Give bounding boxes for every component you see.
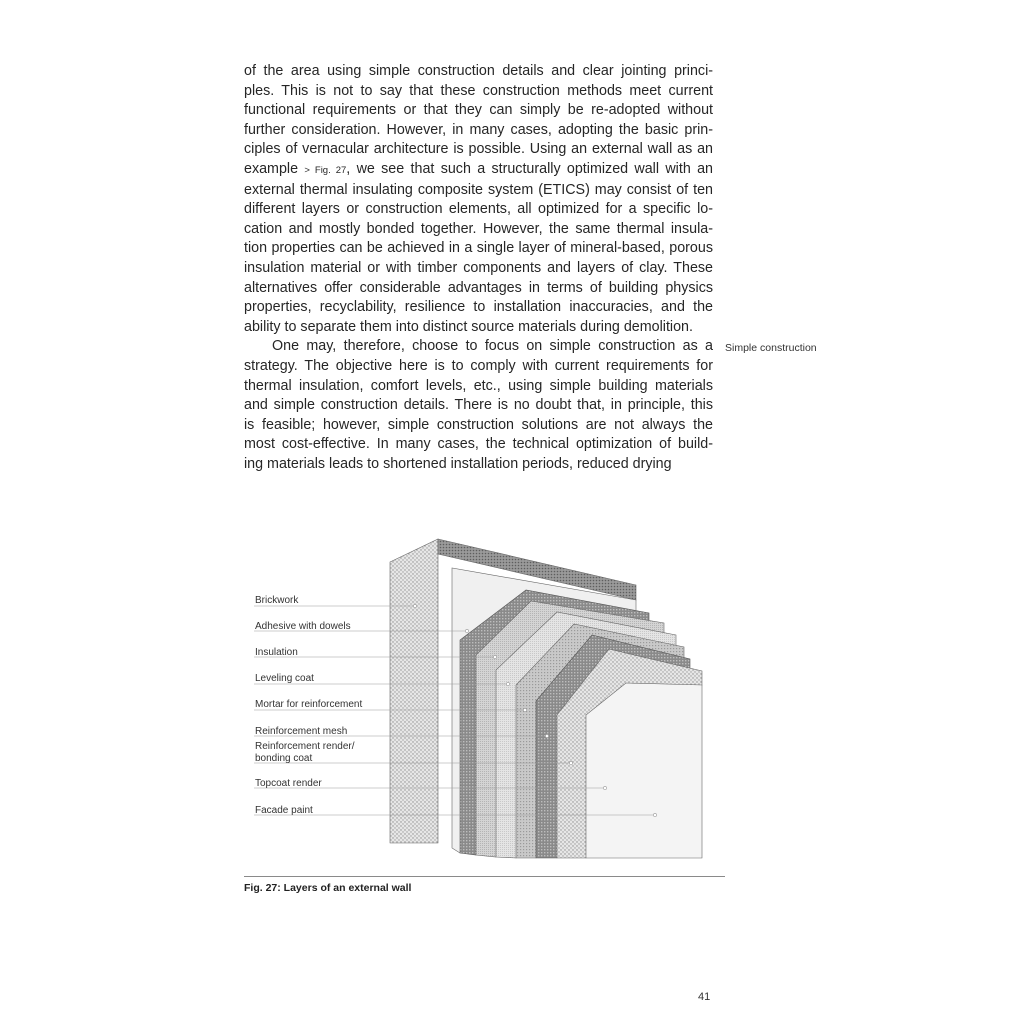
label-reinforcement-render: Reinforcement render/ — [255, 741, 355, 752]
leader-dot-mortar — [523, 708, 526, 711]
body-line-17: thermal insulation, comfort levels, etc., using simple building materials — [244, 377, 713, 394]
leader-dot-insulation — [493, 655, 496, 658]
margin-note: Simple construction — [725, 342, 817, 354]
body-line-6 — [244, 160, 713, 181]
body-line-3: functional requirements or that they can simply be re-adopted without — [244, 102, 713, 119]
label-topcoat-render: Topcoat render — [255, 778, 322, 789]
body-line-10: tion properties can be achieved in a single layer of mineral-based, porous — [244, 240, 713, 257]
body-line-21: ing materials leads to shortened installation periods, reduced drying — [244, 455, 672, 472]
page-number: 41 — [698, 991, 711, 1003]
leader-dot-leveling — [506, 682, 509, 685]
body-line-18: and simple construction details. There is no doubt that, in principle, this — [244, 397, 713, 414]
brickwork-side-face — [390, 539, 438, 843]
wall-layers-figure — [244, 525, 726, 875]
leader-dot-brickwork — [413, 604, 416, 607]
figure-divider — [244, 876, 725, 877]
body-text — [244, 62, 713, 474]
label-mortar: Mortar for reinforcement — [255, 699, 363, 710]
label-facade-paint: Facade paint — [255, 805, 313, 816]
body-line-5: ciples of vernacular architecture is possible. Using an external wall as an — [244, 141, 713, 158]
body-line-4: further consideration. However, in many cases, adopting the basic prin- — [244, 121, 713, 138]
body-line-12: alternatives offer considerable advantages in terms of building physics — [244, 279, 713, 296]
body-line-16: strategy. The objective here is to comply with current requirements for — [244, 357, 713, 374]
label-adhesive: Adhesive with dowels — [255, 621, 351, 632]
leader-dot-adhesive — [465, 629, 468, 632]
line6-after: , we see that such a structurally optimized wall with an — [346, 160, 713, 177]
body-line-15: One may, therefore, choose to focus on simple construction as a — [272, 338, 713, 355]
label-insulation: Insulation — [255, 647, 298, 658]
leader-dot-mesh — [545, 734, 548, 737]
body-line-14: ability to separate them into distinct source materials during demolition. — [244, 318, 693, 335]
wall-layers-illustration — [244, 525, 726, 875]
line6-before: example — [244, 160, 305, 177]
figure-caption: Fig. 27: Layers of an external wall — [244, 882, 412, 894]
facade-paint-layer — [586, 683, 702, 858]
body-line-9: cation and mostly bonded together. However, the same thermal insula- — [244, 220, 713, 237]
label-reinforcement-mesh: Reinforcement mesh — [255, 726, 348, 737]
body-line-20: most cost-effective. In many cases, the technical optimization of build- — [244, 436, 713, 453]
figure-reference-link[interactable]: > Fig. 27 — [304, 164, 347, 176]
label-leveling-coat: Leveling coat — [255, 673, 314, 684]
body-line-11: insulation material or with timber components and layers of clay. These — [244, 259, 713, 276]
body-line-2: ples. This is not to say that these construction methods meet current — [244, 82, 713, 99]
body-line-13: properties, recyclability, resilience to installation inaccuracies, and the — [244, 299, 713, 316]
body-line-8: different layers or construction elements, all optimized for a specific lo- — [244, 201, 713, 218]
body-line-1: of the area using simple construction details and clear jointing princi- — [244, 63, 713, 79]
leader-dot-topcoat — [603, 786, 606, 789]
body-line-7: external thermal insulating composite system (ETICS) may consist of ten — [244, 181, 713, 198]
label-brickwork: Brickwork — [255, 595, 299, 606]
label-bonding-coat: bonding coat — [255, 753, 313, 764]
leader-dot-paint — [653, 813, 656, 816]
body-line-19: is feasible; however, simple construction solutions are not always the — [244, 416, 713, 433]
leader-dot-render — [569, 761, 572, 764]
